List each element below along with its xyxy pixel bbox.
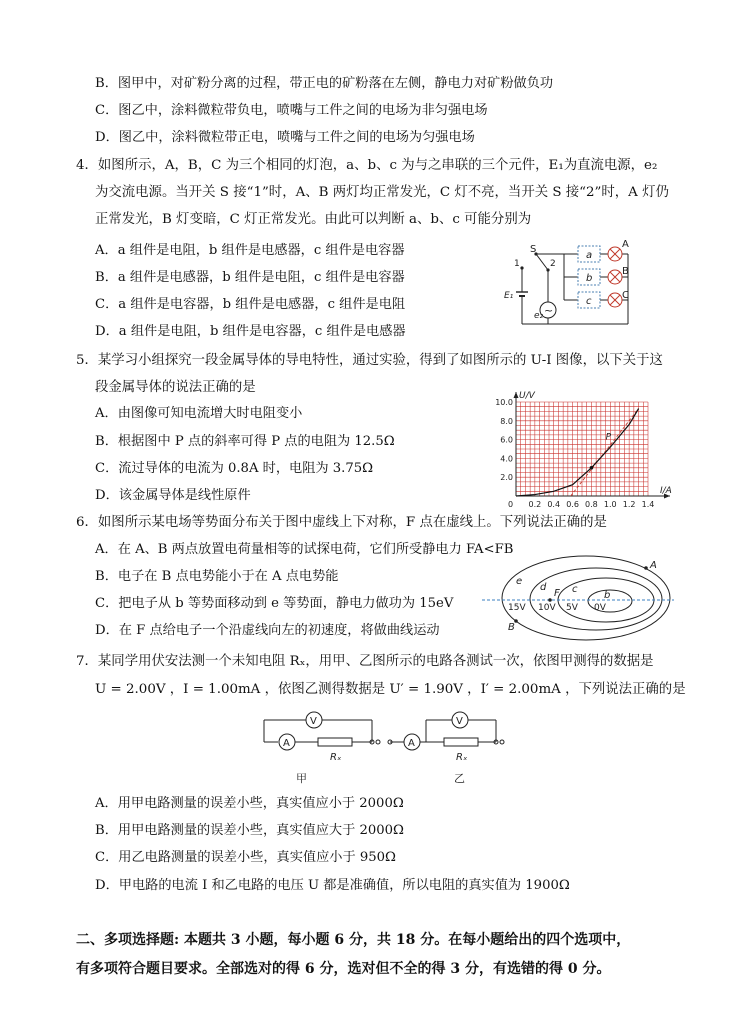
data-point xyxy=(590,466,594,470)
q3-option-b: B．图甲中，对矿粉分离的过程，带正电的矿粉落在左侧，静电力对矿粉做负功 xyxy=(95,76,554,91)
q7-option-b: B．用甲电路测量的误差小些，真实值应大于 2000Ω xyxy=(95,823,404,838)
potential-15v: 15V xyxy=(508,603,526,613)
y-axis-label: U/V xyxy=(519,391,535,401)
lamp-a-label: A xyxy=(622,239,629,250)
q6-option-d: D．在 F 点给电子一个沿虚线向左的初速度，将做曲线运动 xyxy=(95,623,440,638)
x-tick-label: 0.6 xyxy=(566,500,579,509)
x-axis-label: I/A xyxy=(660,486,672,496)
ammeter-jia-label: A xyxy=(283,738,290,749)
y-tick-label: 6.0 xyxy=(500,435,513,445)
origin-label: 0 xyxy=(508,500,514,509)
voltmeter-yi-label: V xyxy=(456,716,463,727)
u-i-chart xyxy=(488,388,678,508)
q7-option-c: C．用乙电路测量的误差小些，真实值应小于 950Ω xyxy=(95,850,396,865)
q4-option-c: C．a 组件是电容器，b 组件是电感器，c 组件是电阻 xyxy=(95,297,406,312)
q5-option-a: A．由图像可知电流增大时电阻变小 xyxy=(95,406,303,421)
section2-heading-line2: 有多项符合题目要求。全部选对的得 6 分，选对但不全的得 3 分，有选错的得 0 分。 xyxy=(76,961,611,977)
terminal-1-label: 1 xyxy=(514,259,520,269)
q5-option-b: B．根据图中 P 点的斜率可得 P 点的电阻为 12.5Ω xyxy=(95,434,395,449)
lamp-c-label: C xyxy=(622,290,629,301)
y-tick-label: 2.0 xyxy=(500,473,513,483)
label-e: e xyxy=(516,576,523,587)
x-tick-label: 0.2 xyxy=(528,500,542,509)
component-c-label: c xyxy=(586,296,592,307)
q7-option-a: A．用甲电路测量的误差小些，真实值应小于 2000Ω xyxy=(95,796,404,811)
q6-stem: 6．如图所示某电场等势面分布关于图中虚线上下对称，F 点在虚线上。下列说法正确的是 xyxy=(76,515,607,530)
x-tick-label: 1.4 xyxy=(641,500,655,509)
x-tick-label: 0.8 xyxy=(585,500,598,509)
component-a-label: a xyxy=(586,250,593,261)
x-tick-label: 1.0 xyxy=(603,500,617,509)
q4-stem-line3: 正常发光，B 灯变暗，C 灯正常发光。由此可以判断 a、b、c 可能分别为 xyxy=(95,212,532,227)
tangent-line xyxy=(571,409,639,496)
circuit-yi-label: 乙 xyxy=(454,772,465,785)
x-tick-label: 1.2 xyxy=(622,500,636,509)
voltmeter-jia-label: V xyxy=(310,716,317,727)
q5-stem-line2: 段金属导体的说法正确的是 xyxy=(95,380,256,395)
q3-option-d: D．图乙中，涂料微粒带正电，喷嘴与工件之间的电场为匀强电场 xyxy=(95,130,475,145)
q6-option-c: C．把电子从 b 等势面移动到 e 等势面，静电力做功为 15eV xyxy=(95,596,454,611)
label-c: c xyxy=(572,584,578,595)
x-tick-label: 0.4 xyxy=(547,500,561,509)
q7-stem-line2: U = 2.00V ，I = 1.00mA ，依图乙测得数据是 U′ = 1.90V ，I′ = 2.00mA ，下列说法正确的是 xyxy=(95,682,686,697)
point-b-label: B xyxy=(508,622,515,633)
potential-5v: 5V xyxy=(566,603,578,613)
ammeter-yi-label: A xyxy=(408,738,415,749)
component-b-label: b xyxy=(586,273,593,284)
q4-circuit-diagram xyxy=(500,232,650,332)
q4-stem-line2: 为交流电源。当开关 S 接“1”时，A、B 两灯均正常发光，C 灯不亮，当开关 S 接“2”时，A 灯仍 xyxy=(95,185,669,200)
lamp-b-label: B xyxy=(622,266,629,277)
section2-heading-line1: 二、多项选择题: 本题共 3 小题，每小题 6 分，共 18 分。在每小题给出的四个选项中， xyxy=(76,932,631,948)
y-tick-label: 4.0 xyxy=(500,454,513,464)
label-d: d xyxy=(540,582,547,593)
point-f-label: F xyxy=(554,588,560,599)
q4-option-a: A．a 组件是电阻，b 组件是电感器，c 组件是电容器 xyxy=(95,243,405,258)
q6-option-a: A．在 A、B 两点放置电荷量相等的试探电荷，它们所受静电力 FA<FB xyxy=(95,542,514,557)
q5-option-d: D．该金属导体是线性原件 xyxy=(95,488,251,503)
point-a-label: A xyxy=(650,560,657,571)
equipotential-diagram xyxy=(478,546,678,646)
ac-source-label: e₂ xyxy=(534,311,544,321)
q7-circuit-diagrams xyxy=(258,708,508,788)
potential-0v: 0V xyxy=(594,603,606,613)
potential-10v: 10V xyxy=(538,603,556,613)
q7-option-d: D．甲电路的电流 I 和乙电路的电压 U 都是准确值，所以电阻的真实值为 1900Ω xyxy=(95,878,570,893)
q6-option-b: B．电子在 B 点电势能小于在 A 点电势能 xyxy=(95,569,339,584)
resistor-yi-label: Rₓ xyxy=(456,752,468,763)
terminal-2-label: 2 xyxy=(550,259,556,269)
q4-stem-line1: 4．如图所示，A，B，C 为三个相同的灯泡，a、b、c 为与之串联的三个元件，E₁为直流电源，e₂ xyxy=(76,158,658,173)
q5-stem-line1: 5．某学习小组探究一段金属导体的导电特性，通过实验，得到了如图所示的 U-I 图像，以下关于这 xyxy=(76,353,663,368)
q5-option-c: C．流过导体的电流为 0.8A 时，电阻为 3.75Ω xyxy=(95,461,374,476)
y-tick-label: 10.0 xyxy=(495,398,513,407)
dc-source-label: E₁ xyxy=(504,291,514,301)
q7-stem-line1: 7．某同学用伏安法测一个未知电阻 Rₓ，用甲、乙图所示的电路各测试一次，依图甲测得的数据是 xyxy=(76,654,654,669)
q4-option-b: B．a 组件是电感器，b 组件是电阻，c 组件是电容器 xyxy=(95,270,405,285)
q3-option-c: C．图乙中，涂料微粒带负电，喷嘴与工件之间的电场为非匀强电场 xyxy=(95,103,488,118)
switch-label: S xyxy=(530,244,537,255)
point-p-label: P xyxy=(605,432,612,443)
y-tick-label: 8.0 xyxy=(500,416,513,426)
label-b: b xyxy=(604,590,611,601)
resistor-jia-label: Rₓ xyxy=(330,752,342,763)
circuit-jia-label: 甲 xyxy=(296,772,307,785)
q4-option-d: D．a 组件是电阻，b 组件是电容器，c 组件是电感器 xyxy=(95,324,406,339)
y-axis-arrow xyxy=(514,392,519,398)
ac-symbol: ~ xyxy=(544,304,554,317)
